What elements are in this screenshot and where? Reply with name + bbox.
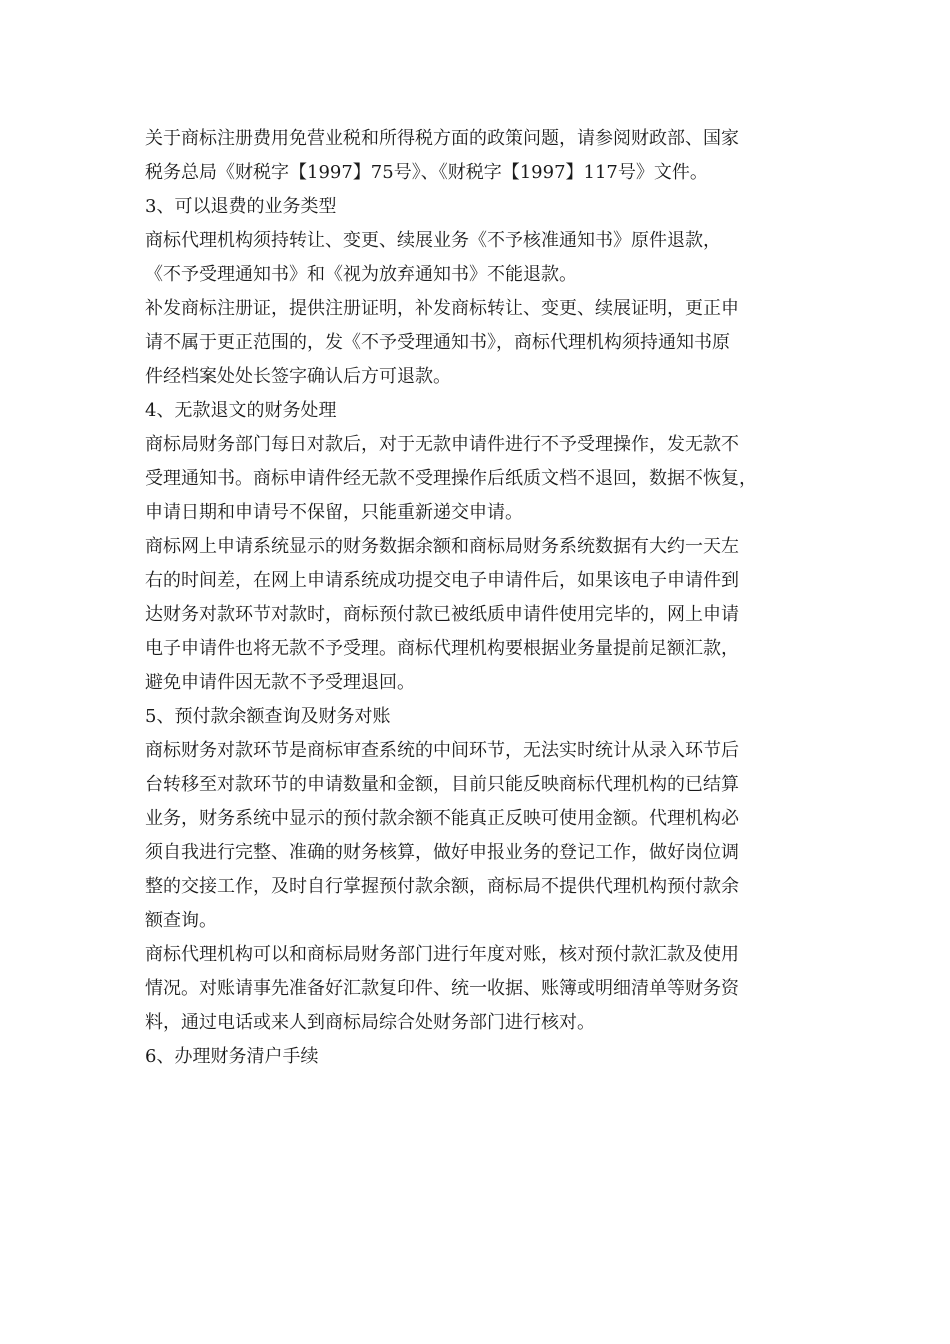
paragraph-line: 须自我进行完整、准确的财务核算，做好申报业务的登记工作，做好岗位调: [145, 842, 739, 863]
paragraph-line: 右的时间差，在网上申请系统成功提交电子申请件后，如果该电子申请件到: [145, 570, 739, 591]
paragraph-line: 整的交接工作，及时自行掌握预付款余额，商标局不提供代理机构预付款余: [145, 876, 739, 897]
section-heading: 4、无款退文的财务处理: [145, 400, 337, 421]
paragraph-line: 件经档案处处长签字确认后方可退款。: [145, 366, 451, 387]
paragraph-line: 情况。对账请事先准备好汇款复印件、统一收据、账簿或明细清单等财务资: [145, 978, 739, 999]
section-heading: 3、可以退费的业务类型: [145, 196, 337, 217]
paragraph-line: 商标网上申请系统显示的财务数据余额和商标局财务系统数据有大约一天左: [145, 536, 739, 557]
paragraph-line: 业务，财务系统中显示的预付款余额不能真正反映可使用金额。代理机构必: [145, 808, 739, 829]
paragraph-line: 商标代理机构可以和商标局财务部门进行年度对账，核对预付款汇款及使用: [145, 944, 739, 965]
paragraph-line: 商标局财务部门每日对款后，对于无款申请件进行不予受理操作，发无款不: [145, 434, 739, 455]
paragraph-line: 《不予受理通知书》和《视为放弃通知书》不能退款。: [145, 264, 577, 285]
section-heading: 5、预付款余额查询及财务对账: [145, 706, 391, 727]
paragraph-line: 避免申请件因无款不予受理退回。: [145, 672, 415, 693]
section-heading: 6、办理财务清户手续: [145, 1046, 319, 1067]
paragraph-line: 请不属于更正范围的，发《不予受理通知书》，商标代理机构须持通知书原: [145, 332, 730, 353]
paragraph-line: 关于商标注册费用免营业税和所得税方面的政策问题，请参阅财政部、国家: [145, 128, 739, 149]
paragraph-line: 补发商标注册证，提供注册证明，补发商标转让、变更、续展证明，更正申: [145, 298, 739, 319]
paragraph-line: 商标财务对款环节是商标审查系统的中间环节，无法实时统计从录入环节后: [145, 740, 739, 761]
paragraph-line: 达财务对款环节对款时，商标预付款已被纸质申请件使用完毕的，网上申请: [145, 604, 739, 625]
paragraph-line: 台转移至对款环节的申请数量和金额，目前只能反映商标代理机构的已结算: [145, 774, 739, 795]
paragraph-line: 商标代理机构须持转让、变更、续展业务《不予核准通知书》原件退款，: [145, 230, 721, 251]
paragraph-line: 申请日期和申请号不保留，只能重新递交申请。: [145, 502, 523, 523]
paragraph-line: 料，通过电话或来人到商标局综合处财务部门进行核对。: [145, 1012, 595, 1033]
paragraph-line: 电子申请件也将无款不予受理。商标代理机构要根据业务量提前足额汇款，: [145, 638, 739, 659]
paragraph-line: 额查询。: [145, 910, 217, 931]
document-body: [145, 122, 815, 1074]
paragraph-line: 税务总局《财税字【1997】75号》、《财税字【1997】117号》文件。: [145, 162, 708, 183]
paragraph-line: 受理通知书。商标申请件经无款不受理操作后纸质文档不退回，数据不恢复，: [145, 468, 757, 489]
